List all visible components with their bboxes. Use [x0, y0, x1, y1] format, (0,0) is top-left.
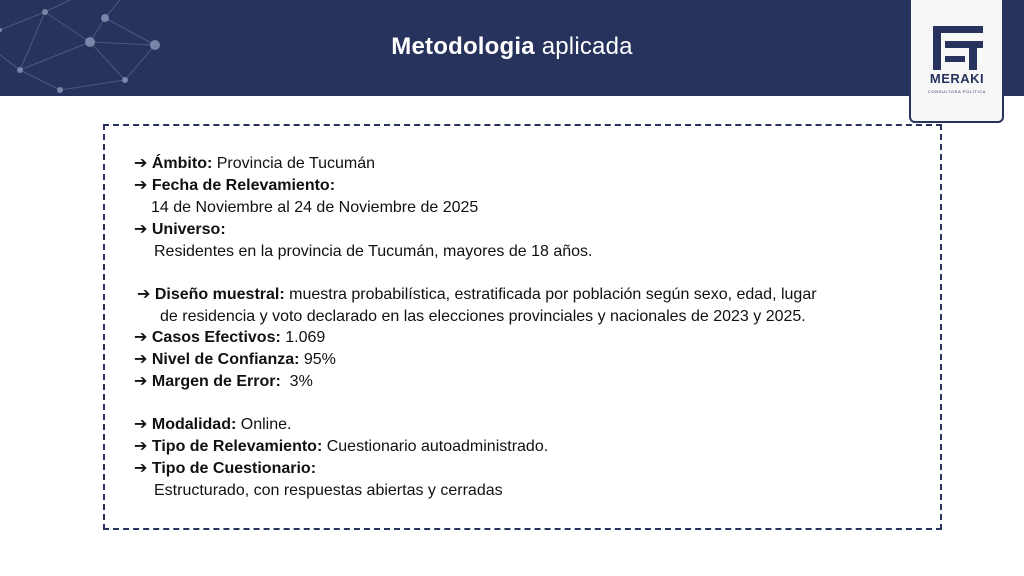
item-label: Margen de Error: [151, 373, 281, 390]
svg-text:MERAKI: MERAKI [929, 71, 985, 86]
header-banner [0, 0, 1024, 96]
item-label: Universo: [151, 221, 226, 238]
arrow-icon: ➔ [134, 155, 148, 172]
arrow-icon: ➔ [134, 351, 148, 368]
arrow-icon: ➔ [134, 177, 148, 194]
item-value: Residentes en la provincia de Tucumán, mayores de 18 años. [154, 243, 593, 260]
item-value: 3% [280, 373, 313, 390]
arrow-icon: ➔ [134, 221, 148, 238]
item-universo-detail [154, 242, 592, 262]
item-value: muestra probabilística, estratificada por población según sexo, edad, lugar [284, 286, 817, 303]
item-tipo-cuestionario-detail [154, 481, 503, 501]
item-fecha [134, 176, 335, 196]
item-value: 14 de Noviembre al 24 de Noviembre de 2025 [151, 199, 479, 216]
arrow-icon: ➔ [137, 286, 151, 303]
item-tipo-cuestionario [134, 459, 316, 479]
item-tipo-relevamiento [134, 437, 548, 457]
page-title [0, 33, 1024, 61]
item-value: 95% [299, 351, 336, 368]
item-diseno-detail [160, 307, 806, 327]
item-modalidad [134, 415, 291, 435]
item-ambito [134, 154, 375, 174]
item-label: Tipo de Relevamiento: [151, 438, 323, 455]
item-value: Provincia de Tucumán [212, 155, 376, 172]
item-value: 1.069 [280, 329, 326, 346]
item-label: Nivel de Confianza: [151, 351, 300, 368]
item-confianza [134, 350, 336, 370]
title-bold: Metodologia [391, 33, 535, 60]
item-casos [134, 328, 325, 348]
item-value: de residencia y voto declarado en las elecciones provinciales y nacionales de 2023 y 2025. [160, 308, 806, 325]
item-label: Modalidad: [151, 416, 237, 433]
item-fecha-detail [151, 198, 478, 218]
item-value: Cuestionario autoadministrado. [322, 438, 549, 455]
item-diseno [137, 285, 817, 305]
arrow-icon: ➔ [134, 460, 148, 477]
item-label: Ámbito: [151, 155, 213, 172]
arrow-icon: ➔ [134, 329, 148, 346]
item-universo [134, 220, 226, 240]
item-label: Fecha de Relevamiento: [151, 177, 336, 194]
arrow-icon: ➔ [134, 373, 148, 390]
logo [909, 0, 1004, 123]
arrow-icon: ➔ [134, 416, 148, 433]
meraki-logo-icon [911, 0, 1002, 121]
svg-text:CONSULTORA POLÍTICA: CONSULTORA POLÍTICA [928, 89, 986, 94]
title-rest: aplicada [534, 33, 633, 60]
item-value: Online. [236, 416, 292, 433]
item-value: Estructurado, con respuestas abiertas y cerradas [154, 482, 503, 499]
item-label: Tipo de Cuestionario: [151, 460, 317, 477]
item-label: Casos Efectivos: [151, 329, 281, 346]
arrow-icon: ➔ [134, 438, 148, 455]
item-margen [134, 372, 313, 392]
item-label: Diseño muestral: [154, 286, 285, 303]
